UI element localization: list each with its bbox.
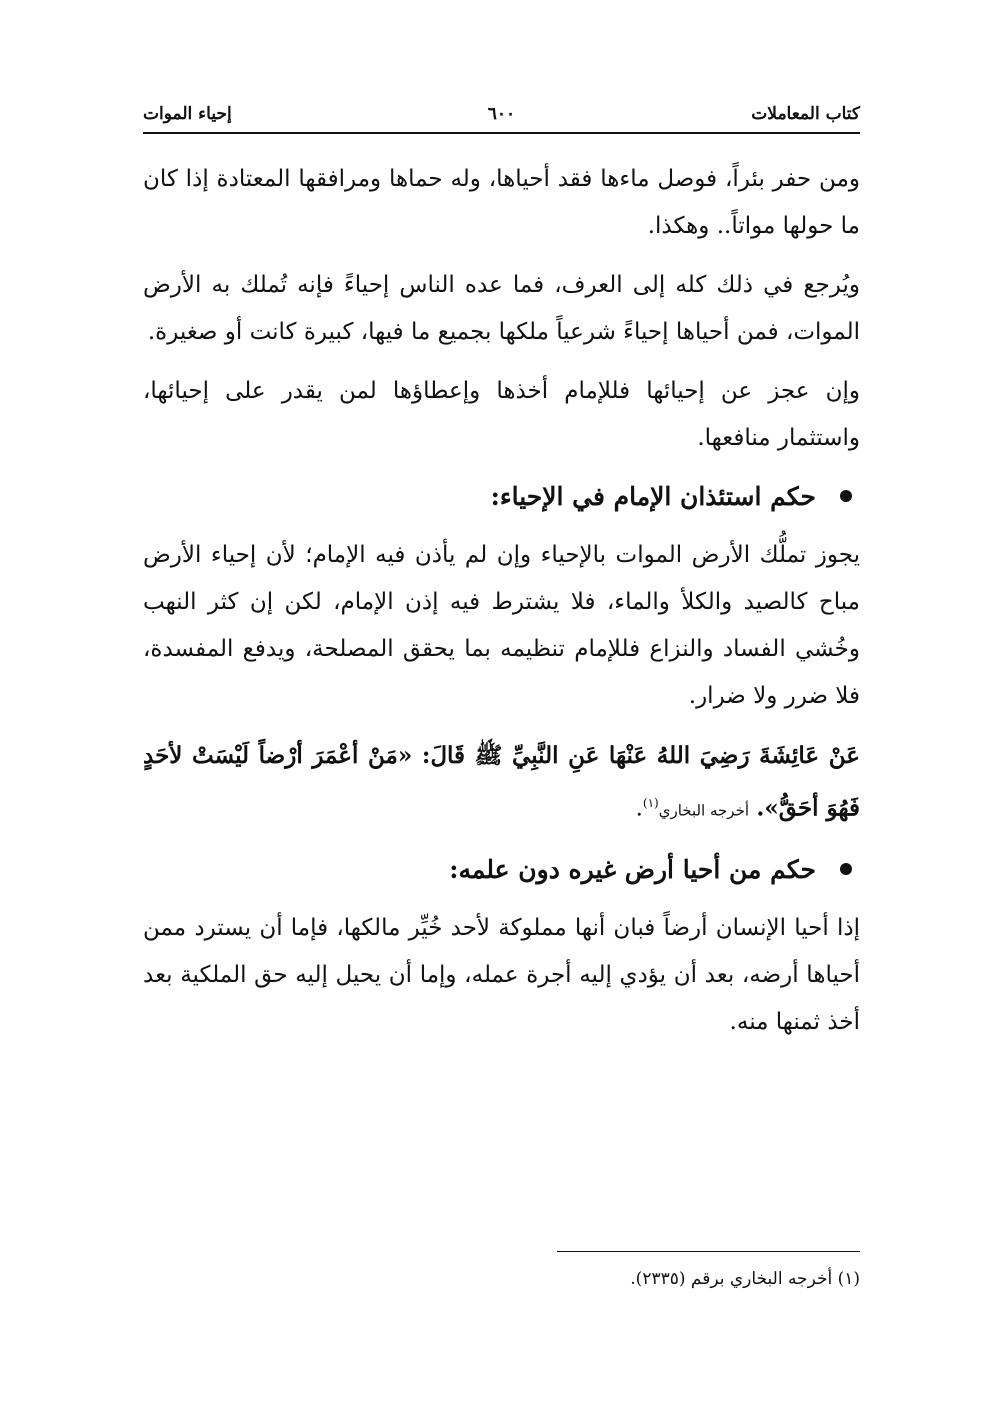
book-title: كتاب المعاملات [751,104,860,124]
heading-text: حكم من أحيا أرض غيره دون علمه: [449,854,816,884]
section-heading-others-land [143,847,860,893]
hadith-text: عَنْ عَائِشَةَ رَضِيَ اللهُ عَنْهَا عَنِ النَّبِيِّ ﷺ قَالَ: «مَنْ أعْمَرَ أرْضاً لَيْسَتْ لأحَدٍ فَهُوَ أحَقُّ». [143,742,860,822]
footnote: (١) أخرجه البخاري برقم (٢٣٣٥). [630,1269,860,1289]
paragraph-custom: ويُرجع في ذلك كله إلى العرف، فما عده الناس إحياءً فإنه تُملك به الأرض الموات، فمن أحياها إحياءً شرعياً ملكها بجميع ما فيها، كبيرة كانت أو صغيرة. [143,272,860,345]
paragraph-inability: وإن عجز عن إحيائها فللإمام أخذها وإعطاؤها لمن يقدر على إحيائها، واستثمار منافعها. [143,378,860,451]
paragraph-digging-well: ومن حفر بئراً، فوصل ماءها فقد أحياها، وله حماها ومرافقها المعتادة إذا كان ما حولها مواتاً.. وهكذا. [143,166,860,239]
heading-text: حكم استئذان الإمام في الإحياء: [490,482,816,511]
hadith-attribution: أخرجه البخاري [658,801,750,820]
paragraph-ownership: يجوز تملُّك الأرض الموات بالإحياء وإن لم يأذن فيه الإمام؛ لأن إحياء الأرض مباح كالصيد والكلأ والماء، فلا يشترط فيه إذن الإمام، لكن إن كثر النهب وخُشي الفساد والنزاع فللإمام تنظيمه بما يحقق المصلحة، ويدفع المفسدة، فلا ضرر ولا ضرار. [143,542,860,709]
footnote-reference[interactable]: (١) [642,796,659,810]
chapter-title: إحياء الموات [143,104,232,124]
hadith-paragraph: عَنْ عَائِشَةَ رَضِيَ اللهُ عَنْهَا عَنِ النَّبِيِّ ﷺ قَالَ: «مَنْ أعْمَرَ أرْضاً لَيْسَتْ لأحَدٍ فَهُوَ أحَقُّ». أخرجه البخاري$^{(١)}$. [143,742,860,822]
page-number: ٦٠٠ [487,104,516,124]
bullet-icon [840,490,852,502]
header-divider [143,132,860,134]
running-header [143,104,860,130]
section-heading-imam-permission [143,474,860,520]
paragraph-others-land: إذا أحيا الإنسان أرضاً فبان أنها مملوكة لأحد خُيِّر مالكها، فإما أن يسترد ممن أحياها أرضه، بعد أن يؤدي إليه أجرة عمله، وإما أن يحيل إليه حق الملكية بعد أخذ ثمنها منه. [143,914,860,1035]
bullet-icon [840,863,852,875]
footnote-divider [557,1251,860,1252]
main-text [143,156,860,1058]
